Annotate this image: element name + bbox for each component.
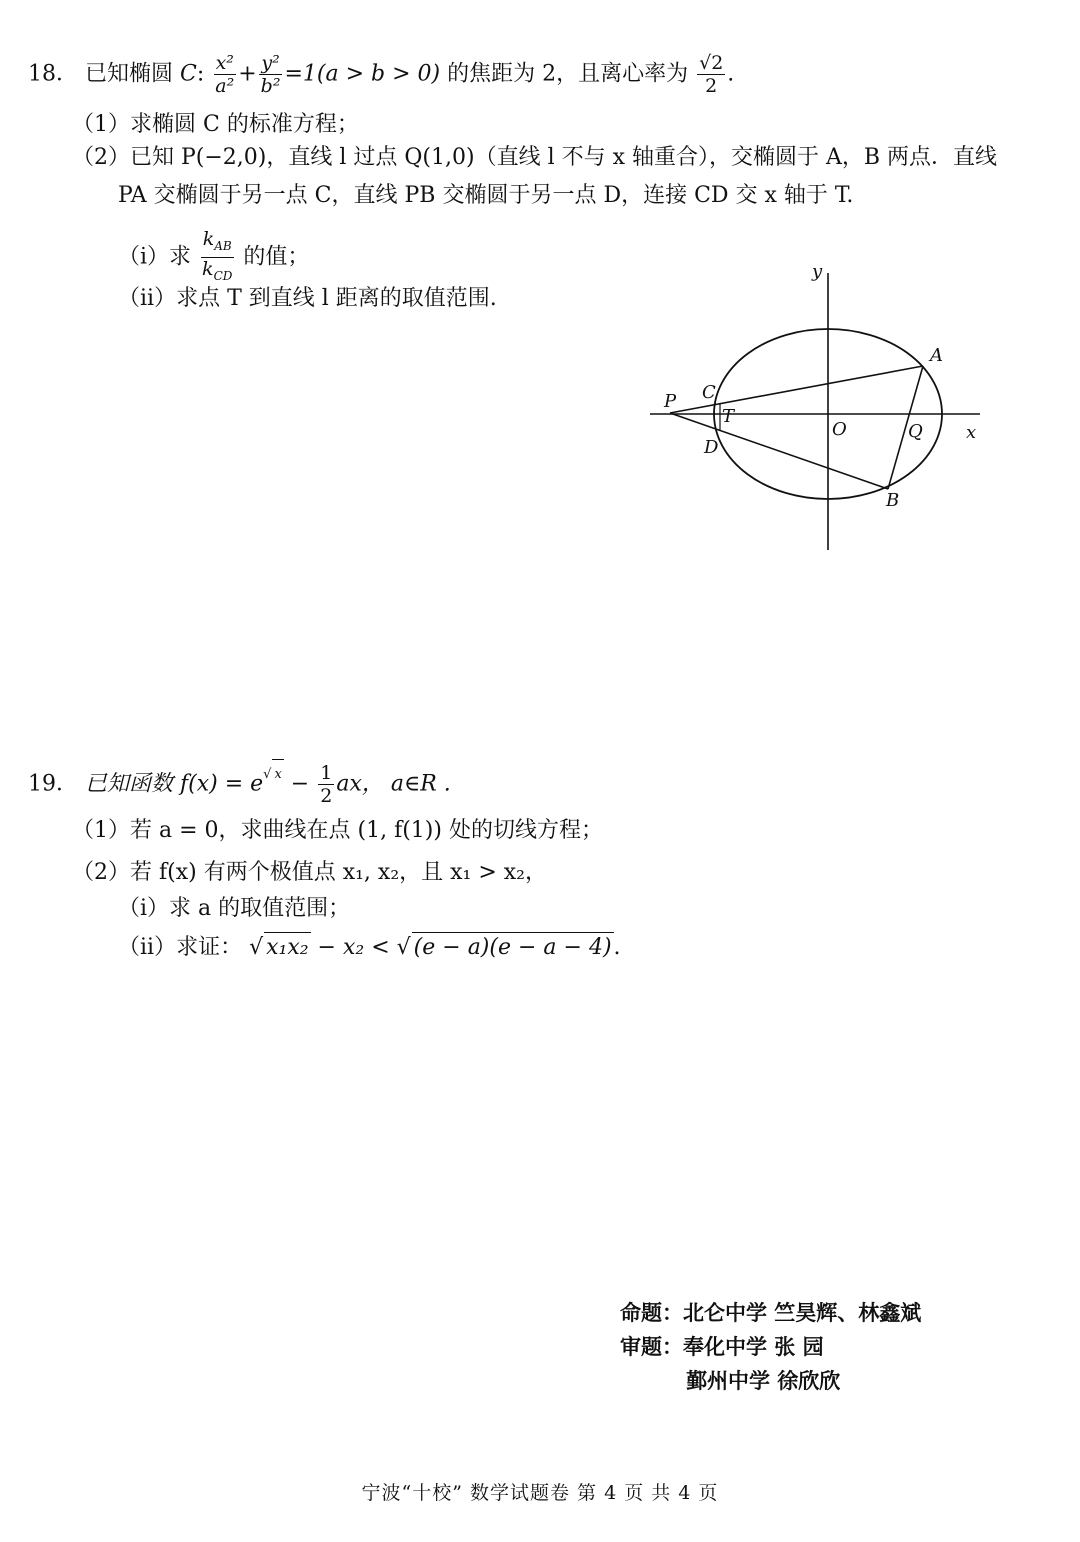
q19-sub-ii: （ii）求证： √ x₁x₂ − x₂ < √ (e − a)(e − a − 4). <box>118 932 621 963</box>
q19-half: $\frac{1}{2}$ <box>320 762 333 807</box>
q18-sub-i-suffix: 的值； <box>243 244 310 270</box>
q18-ellipse-name: C <box>180 61 197 87</box>
credits-block <box>620 1296 921 1398</box>
q19-part2: （2）若 f(x) 有两个极值点 x₁, x₂，且 x₁ > x₂， <box>72 860 547 885</box>
label-T: T <box>722 406 735 427</box>
page-footer: 宁波“十校” 数学试题卷 第 4 页 共 4 页 <box>361 1482 719 1504</box>
q18-eq-rest: =1(a > b > 0) <box>284 61 441 87</box>
q18-stem: 18． 已知椭圆 C: $\frac{\text{x²}}{\text{a²}}$ + $\frac{\text{y²}}{\text{b²}}$ =1(a > b > 0) 的焦距为 2，且离心率为 $\frac{√2}{2}$ . <box>28 52 735 97</box>
q18-part2-line1: （2）已知 P(−2,0)，直线 l 过点 Q(1,0)（直线 l 不与 x 轴重合），交椭圆于 A，B 两点．直线 <box>72 145 998 170</box>
q18-slope-ratio: $\frac{k_{AB}}{k_{CD}}$ <box>202 228 233 283</box>
ellipse-figure <box>640 255 1000 560</box>
q19-number: 19． <box>28 771 78 797</box>
q18-eccentricity: $\frac{√2}{2}$ <box>699 52 724 97</box>
q19-stem: 19． 已知函数 $f(x) = e^{√ x}$ − $\frac{1}{2}$ ax， a∈R . <box>28 762 451 807</box>
q19-exp-sqrt: x <box>272 759 283 790</box>
label-Q: Q <box>908 421 923 442</box>
label-C: C <box>702 382 716 403</box>
q19-minus: − <box>283 771 310 797</box>
q18-stem-prefix: 已知椭圆 <box>85 61 174 87</box>
q18-frac-y: $\frac{\text{y²}}{\text{b²}}$ <box>260 52 281 97</box>
q18-stem-mid: 的焦距为 2，且离心率为 <box>447 61 689 87</box>
q19-stem-after: ax， a∈R . <box>336 771 451 797</box>
q18-sub-ii: （ii）求点 T 到直线 l 距离的取值范围. <box>118 286 497 311</box>
label-D: D <box>704 437 719 458</box>
q18-stem-end: . <box>727 61 735 87</box>
line-PB <box>670 413 888 489</box>
label-x: x <box>966 422 977 443</box>
q19-part1: （1）若 a = 0，求曲线在点 (1, f(1)) 处的切线方程； <box>72 818 603 843</box>
q19-sub-i: （i）求 a 的取值范围； <box>118 896 351 921</box>
q19-stem-prefix: 已知函数 f(x) = e <box>85 771 264 797</box>
q18-part2-line2: PA 交椭圆于另一点 C，直线 PB 交椭圆于另一点 D，连接 CD 交 x 轴于 T. <box>118 183 854 208</box>
q19-sub-ii-end: . <box>613 935 621 960</box>
q18-frac-x: $\frac{\text{x²}}{\text{a²}}$ <box>215 52 235 97</box>
label-P: P <box>664 391 677 412</box>
q18-sub-i-prefix: （i）求 <box>118 244 192 270</box>
credits-reviewer: 审题：奉化中学 张 园 <box>620 1335 824 1359</box>
q18-number: 18． <box>28 61 78 87</box>
q18-part1: （1）求椭圆 C 的标准方程； <box>72 112 359 137</box>
label-y: y <box>812 261 823 282</box>
q19-sub-ii-mid: − x₂ < <box>310 935 390 960</box>
q19-sub-ii-prefix: （ii）求证： <box>118 935 243 960</box>
q19-sqrt-bound: (e − a)(e − a − 4) <box>412 932 614 963</box>
q19-sqrt-product: x₁x₂ <box>264 932 310 963</box>
label-O: O <box>832 419 847 440</box>
label-A: A <box>930 345 943 366</box>
q18-sub-i <box>118 228 309 287</box>
label-B: B <box>886 490 900 511</box>
credits-setter: 命题：北仑中学 竺昊辉、林鑫斌 <box>620 1301 922 1325</box>
credits-reviewer-2: 鄞州中学 徐欣欣 <box>686 1369 841 1393</box>
